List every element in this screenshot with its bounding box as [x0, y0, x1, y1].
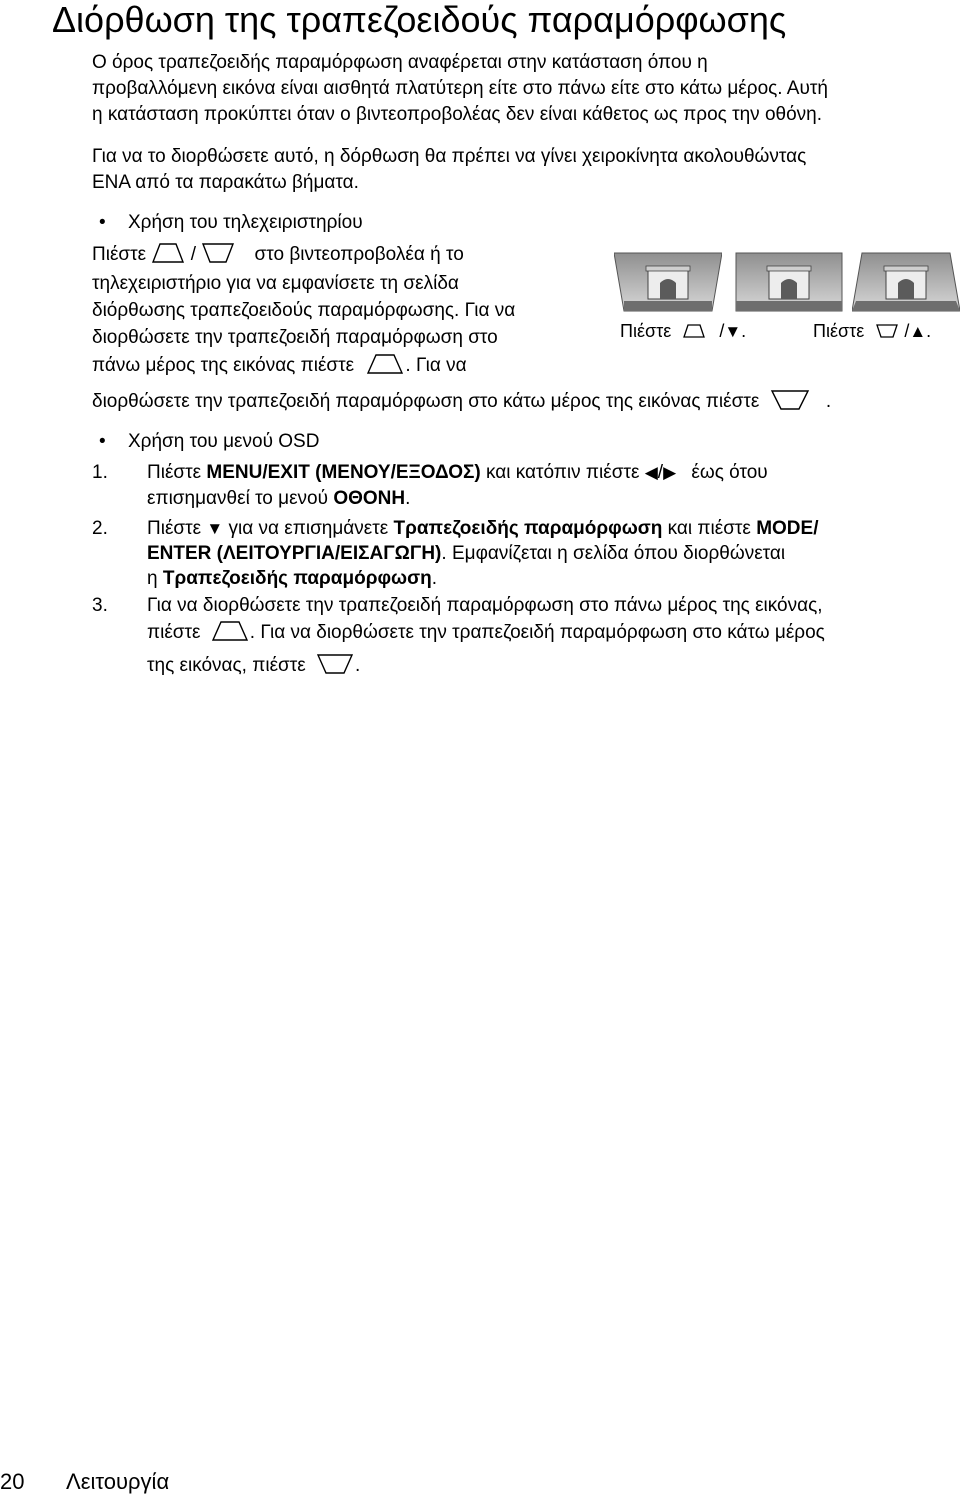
remote-line-3: διόρθωσης τραπεζοειδούς παραμόρφωσης. Για να: [92, 300, 516, 321]
page-number: 20: [0, 1469, 25, 1494]
right-arrow-icon: ▶: [663, 463, 677, 482]
remote-line-5: πάνω μέρος της εικόνας πιέστε . Για να: [92, 355, 467, 376]
osd-heading: Χρήση του μενού OSD: [128, 431, 320, 452]
keystone-down-icon: [315, 653, 355, 675]
bullet: •: [99, 431, 106, 452]
step2-line-3: η Τραπεζοειδής παραμόρφωση.: [147, 568, 437, 589]
section-label: Λειτουργία: [66, 1469, 170, 1494]
keystone-photo-top-wide: [614, 251, 722, 313]
manual-line-1: Για να το διορθώσετε αυτό, η δόρθωση θα πρέπει να γίνει χειροκίνητα ακολουθώντας: [92, 146, 807, 167]
keystone-up-icon: [365, 353, 405, 375]
down-arrow-icon: ▼: [206, 519, 224, 538]
keystone-photo-normal: [735, 251, 843, 313]
remote-heading: Χρήση του τηλεχειριστηρίου: [128, 212, 363, 233]
step3-line-1: Για να διορθώσετε την τραπεζοειδή παραμόρφωση στο πάνω μέρος της εικόνας,: [147, 595, 823, 616]
keystone-up-icon: [682, 323, 706, 339]
page-title: Διόρθωση της τραπεζοειδούς παραμόρφωσης: [52, 0, 787, 40]
keystone-down-icon: [769, 389, 811, 411]
down-arrow-icon: ▼: [724, 322, 742, 341]
left-arrow-icon: ◀: [644, 463, 658, 482]
step-number: 3.: [92, 595, 108, 616]
step2-line-2: ENTER (ΛΕΙΤΟΥΡΓΙΑ/ΕΙΣΑΓΩΓΗ). Εμφανίζεται η σελίδα όπου διορθώνεται: [147, 543, 786, 564]
intro-line-2: προβαλλόμενη εικόνα είναι αισθητά πλατύτερη είτε στο πάνω είτε στο κάτω μέρος. Αυτή: [92, 78, 828, 99]
remote-line-2: τηλεχειριστήριο για να εμφανίσετε τη σελίδα: [92, 273, 459, 294]
keystone-photo-bottom-wide: [852, 251, 960, 313]
intro-line-1: Ο όρος τραπεζοειδής παραμόρφωση αναφέρεται στην κατάσταση όπου η: [92, 52, 708, 73]
keystone-up-icon: [210, 620, 250, 642]
bullet: •: [99, 212, 106, 233]
remote-line-1: Πιέστε / στο βιντεοπροβολέα ή το: [92, 244, 464, 265]
up-arrow-icon: ▲: [909, 322, 927, 341]
remote-line-4: διορθώσετε την τραπεζοειδή παραμόρφωση στο: [92, 327, 498, 348]
manual-line-2: ΕΝΑ από τα παρακάτω βήματα.: [92, 172, 359, 193]
step2-line-1: Πιέστε ▼ για να επισημάνετε Τραπεζοειδής παραμόρφωση και πιέστε MODE/: [147, 518, 819, 539]
keystone-up-icon: [151, 242, 185, 264]
caption-left: Πιέστε /▼.: [620, 321, 747, 341]
step3-line-2: πιέστε . Για να διορθώσετε την τραπεζοειδή παραμόρφωση στο κάτω μέρος: [147, 622, 825, 643]
step1-line-2: επισημανθεί το μενού ΟΘΟΝΗ.: [147, 488, 411, 509]
step-number: 1.: [92, 462, 108, 483]
caption-right: Πιέστε /▲.: [813, 321, 932, 341]
intro-line-3: η κατάσταση προκύπτει όταν ο βιντεοπροβολέας δεν είναι κάθετος ως προς την οθόνη.: [92, 104, 822, 125]
step-number: 2.: [92, 518, 108, 539]
keystone-down-icon: [201, 242, 235, 264]
keystone-down-icon: [875, 323, 899, 339]
remote-line-6: διορθώσετε την τραπεζοειδή παραμόρφωση στο κάτω μέρος της εικόνας πιέστε .: [92, 391, 832, 412]
step3-line-3: της εικόνας, πιέστε .: [147, 655, 361, 676]
step1-line-1: Πιέστε MENU/EXIT (ΜΕΝΟΥ/ΕΞΟΔΟΣ) και κατόπιν πιέστε ◀/▶ έως ότου: [147, 462, 768, 483]
